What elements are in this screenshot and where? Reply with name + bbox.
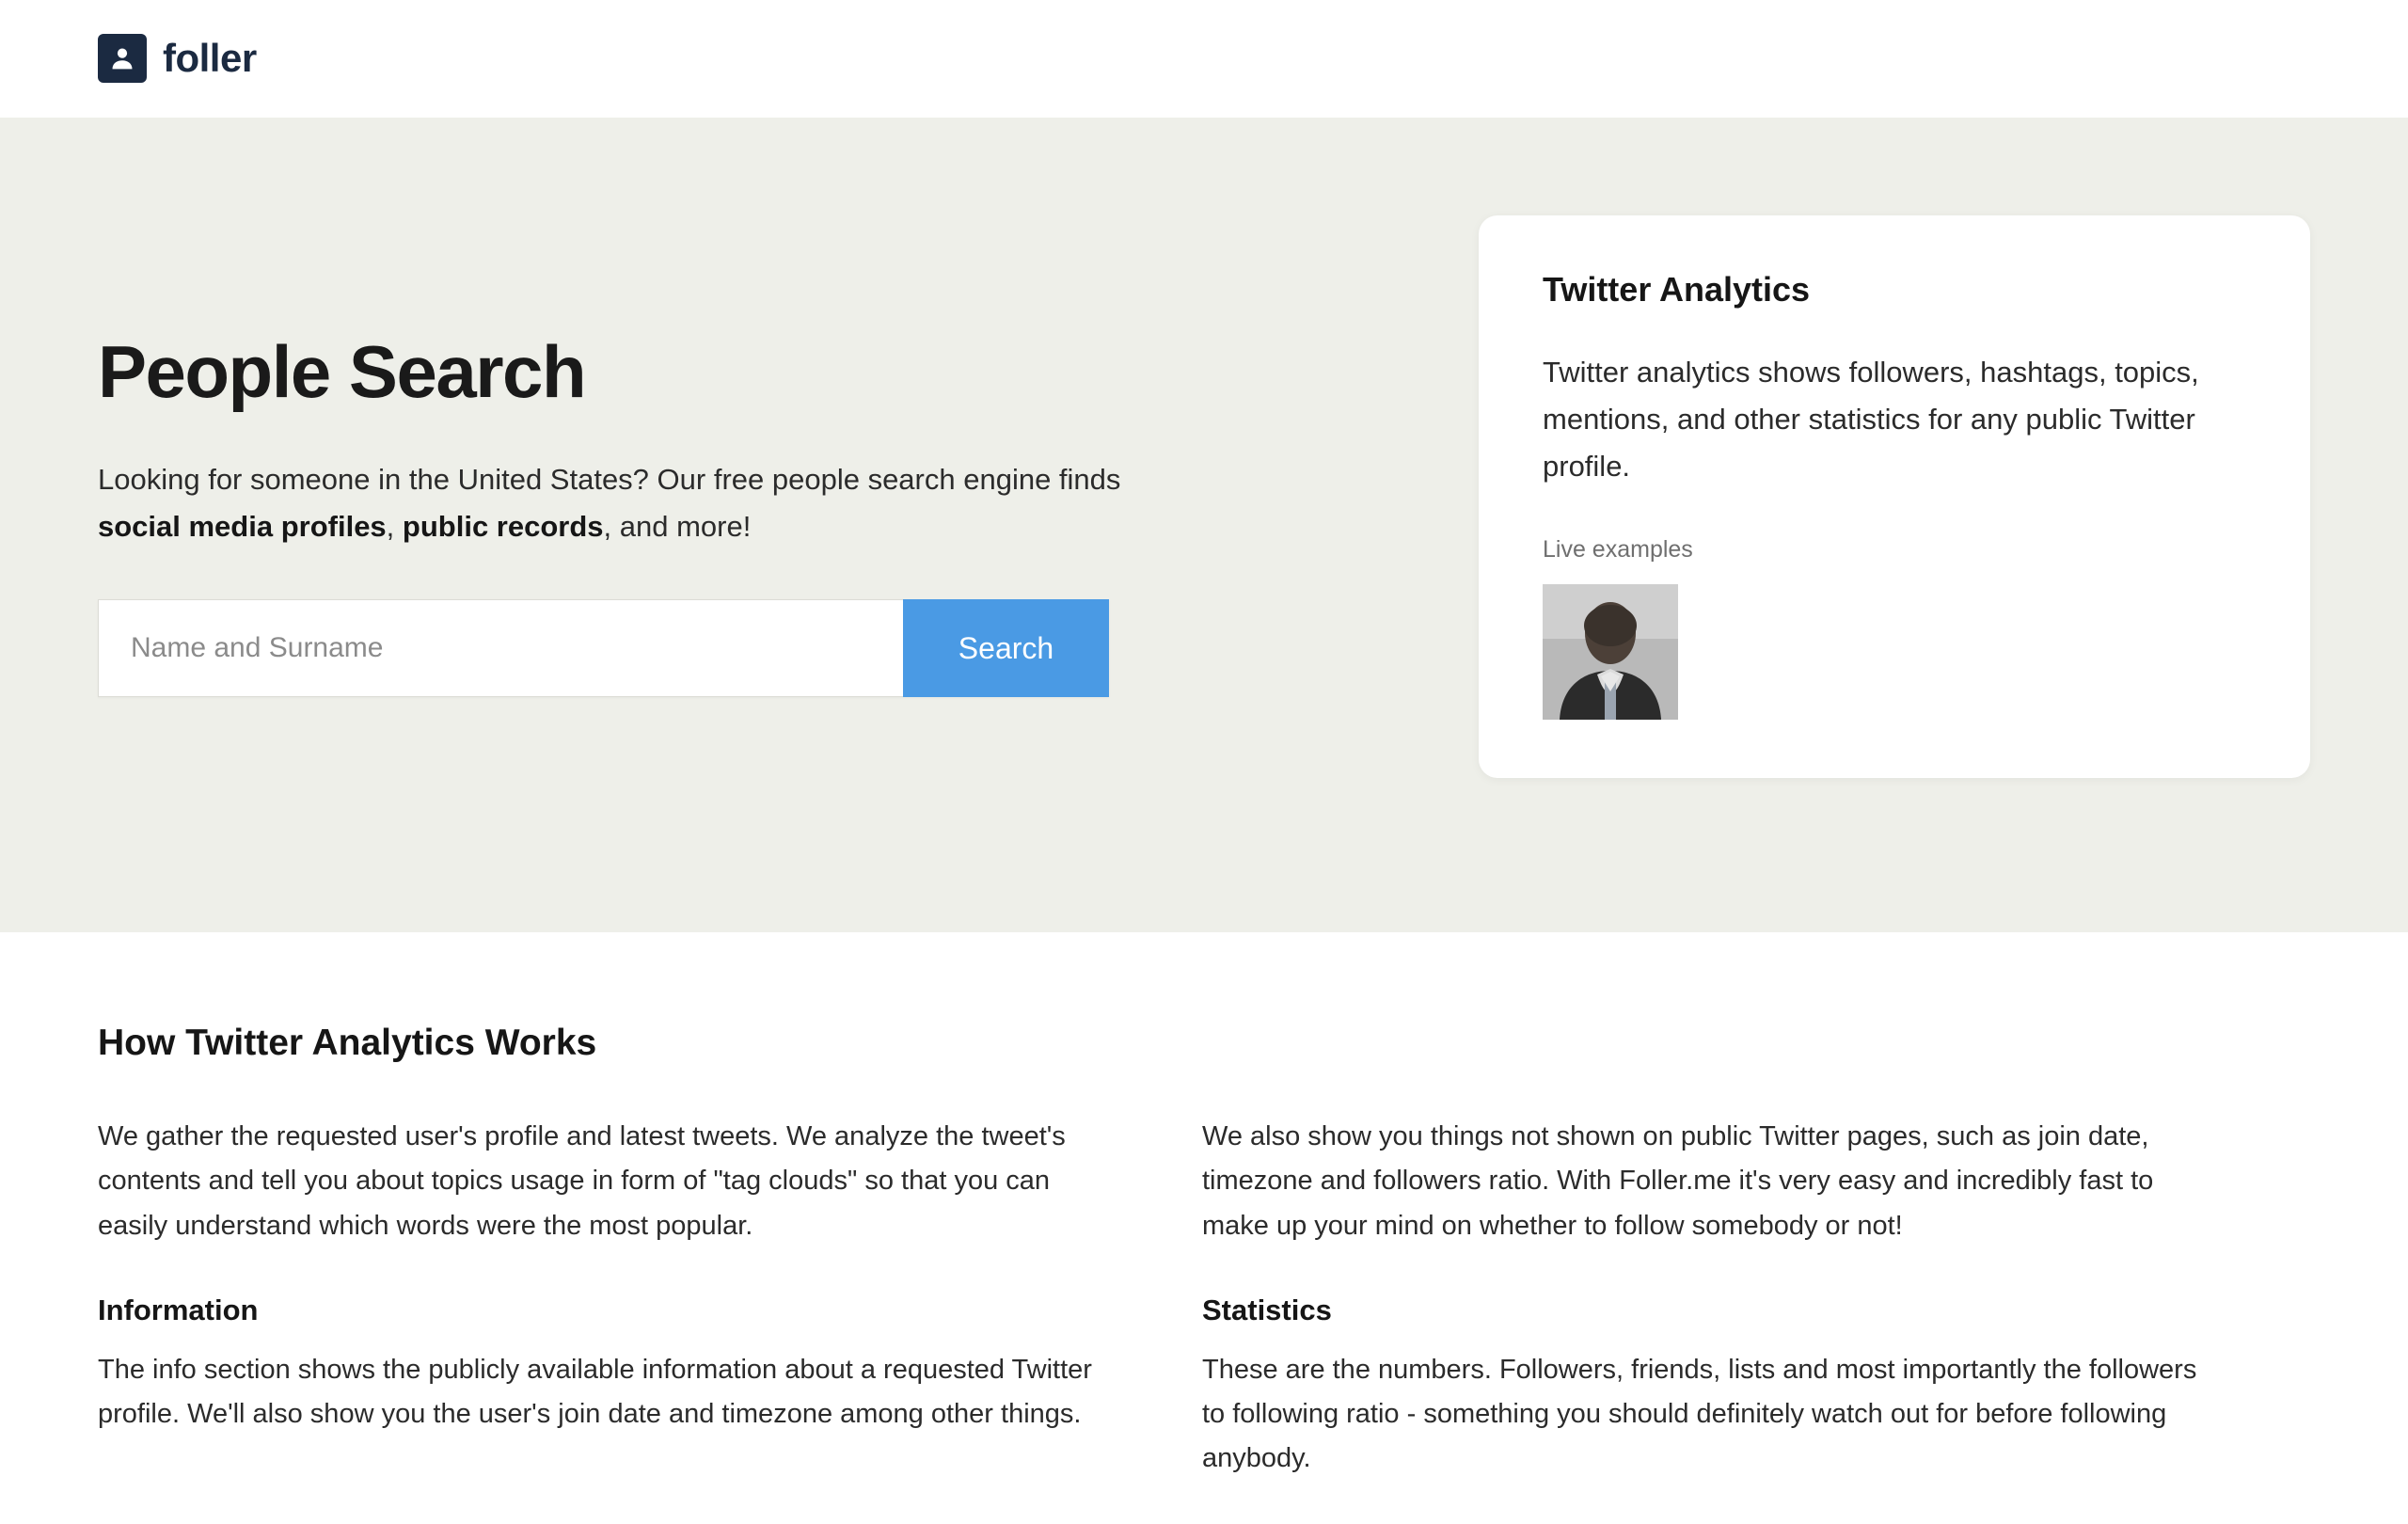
information-heading: Information [98,1293,259,1326]
card-title: Twitter Analytics [1543,270,1811,309]
brand-logo-link[interactable] [98,34,257,83]
how-it-works-section [0,932,2408,1482]
statistics-paragraph: These are the numbers. Followers, friends, lists and most importantly the followers to following ratio - something you should definitely watch out for before following anybody. [1202,1354,2197,1474]
search-button[interactable]: Search [903,599,1109,697]
left-column [98,1115,1095,1482]
hero-subtitle-part-2: , [386,510,403,544]
right-intro-paragraph: We also show you things not shown on public Twitter pages, such as join date, timezone and followers ratio. With Foller.me it's very easy and incredibly fast to make up your mind on whether to follow somebody or not! [1202,1121,2154,1241]
live-examples-list [1543,584,2246,720]
page-title: People Search [98,330,586,413]
brand-name: foller [163,36,257,80]
left-intro-paragraph: We gather the requested user's profile and latest tweets. We analyze the tweet's contents and tell you about topics usage in form of "tag clouds" so that you can easily understand which words were the most popular. [98,1121,1066,1241]
live-examples-label: Live examples [1543,535,1693,563]
two-column-layout [98,1115,2310,1482]
hero-subtitle-part-3: , and more! [603,510,752,544]
people-search-form [98,599,1109,697]
obama-thumbnail[interactable] [1543,584,1678,720]
hero-subtitle [98,456,1123,550]
card-description: Twitter analytics shows followers, hashtags, topics, mentions, and other statistics for any public Twitter profile. [1543,356,2199,484]
statistics-heading: Statistics [1202,1293,1332,1326]
hero-subtitle-part-1: Looking for someone in the United States? Our free people search engine finds [98,462,1121,496]
site-header [0,0,2408,118]
twitter-analytics-card [1479,215,2310,778]
hero-left-column [98,118,1161,697]
hero-section [0,118,2408,932]
hero-subtitle-bold-1: social media profiles [98,510,387,544]
search-input[interactable] [98,599,903,697]
hero-subtitle-bold-2: public records [402,510,604,544]
right-column [1202,1115,2199,1482]
information-paragraph: The info section shows the publicly available information about a requested Twitter profile. We'll also show you the user's join date and timezone among other things. [98,1354,1092,1430]
section-heading: How Twitter Analytics Works [98,1023,597,1063]
user-badge-icon [98,34,147,83]
